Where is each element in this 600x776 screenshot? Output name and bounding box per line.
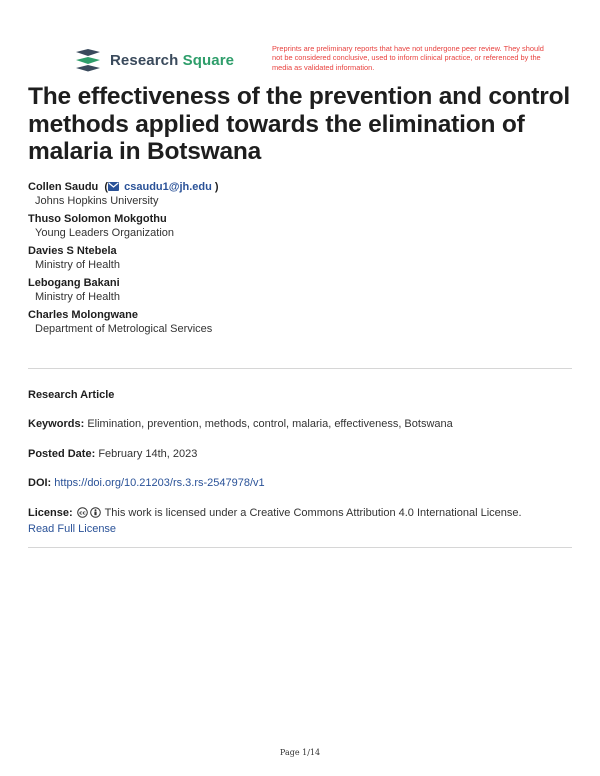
- keywords-row: [28, 417, 572, 432]
- author-name: Charles Molongwane: [28, 309, 139, 321]
- cc-icon: [77, 507, 88, 518]
- author-list: [28, 180, 568, 340]
- article-type: Research Article: [28, 389, 115, 401]
- author-name: Thuso Solomon Mokgothu: [28, 213, 167, 225]
- read-full-license-link[interactable]: Read Full License: [28, 523, 117, 535]
- author-name: Lebogang Bakani: [28, 277, 120, 289]
- brand-name: [110, 52, 234, 69]
- author-name: Davies S Ntebela: [28, 245, 117, 257]
- license-link-row: [28, 522, 572, 537]
- license-label: License:: [28, 507, 73, 519]
- page-number: Page 1/14: [279, 748, 321, 757]
- author-email-link[interactable]: [108, 181, 212, 193]
- doi-label: DOI:: [28, 477, 52, 489]
- divider: [28, 547, 572, 548]
- mail-icon: [108, 182, 119, 191]
- posted-date-row: [28, 447, 572, 462]
- brand-logo[interactable]: [74, 48, 234, 72]
- research-square-logo-icon: [74, 48, 102, 72]
- doi-link[interactable]: https://doi.org/10.21203/rs.3.rs-2547978/v1: [54, 477, 265, 489]
- author-entry: [28, 308, 568, 336]
- svg-text:cc: cc: [78, 510, 86, 517]
- preprint-disclaimer: Preprints are preliminary reports that have not undergone peer review. They should not be considered conclusive, used to inform clinical practice, or referenced by the media as validated information.: [272, 44, 544, 72]
- license-text: This work is licensed under a Creative Commons Attribution 4.0 International License.: [104, 507, 522, 519]
- doi-row: [28, 476, 572, 491]
- author-entry: Collen Saudu ( csaudu1@jh.edu ) Johns Hopkins University: [28, 180, 568, 208]
- paper-title: The effectiveness of the prevention and control methods applied towards the elimination of malaria in Botswana: [28, 83, 570, 165]
- author-entry: [28, 276, 568, 304]
- license-row: [28, 506, 572, 521]
- author-affiliation: Ministry of Health: [35, 259, 120, 271]
- posted-date-value: February 14th, 2023: [98, 448, 198, 460]
- header: [74, 44, 580, 80]
- author-affiliation: Johns Hopkins University: [35, 195, 159, 207]
- brand-name-part1: Research: [110, 51, 179, 69]
- by-icon: [90, 507, 101, 518]
- keywords-label: Keywords:: [28, 418, 85, 430]
- posted-date-label: Posted Date:: [28, 448, 96, 460]
- author-name: Collen Saudu: [28, 181, 99, 193]
- divider: [28, 368, 572, 369]
- keywords-value: Elimination, prevention, methods, control, malaria, effectiveness, Botswana: [87, 418, 453, 430]
- author-entry: [28, 212, 568, 240]
- author-affiliation: Ministry of Health: [35, 291, 120, 303]
- author-email: csaudu1@jh.edu: [124, 181, 212, 193]
- author-affiliation: Department of Metrological Services: [35, 323, 213, 335]
- author-affiliation: Young Leaders Organization: [35, 227, 175, 239]
- author-entry: [28, 244, 568, 272]
- brand-name-part2: Square: [182, 51, 235, 69]
